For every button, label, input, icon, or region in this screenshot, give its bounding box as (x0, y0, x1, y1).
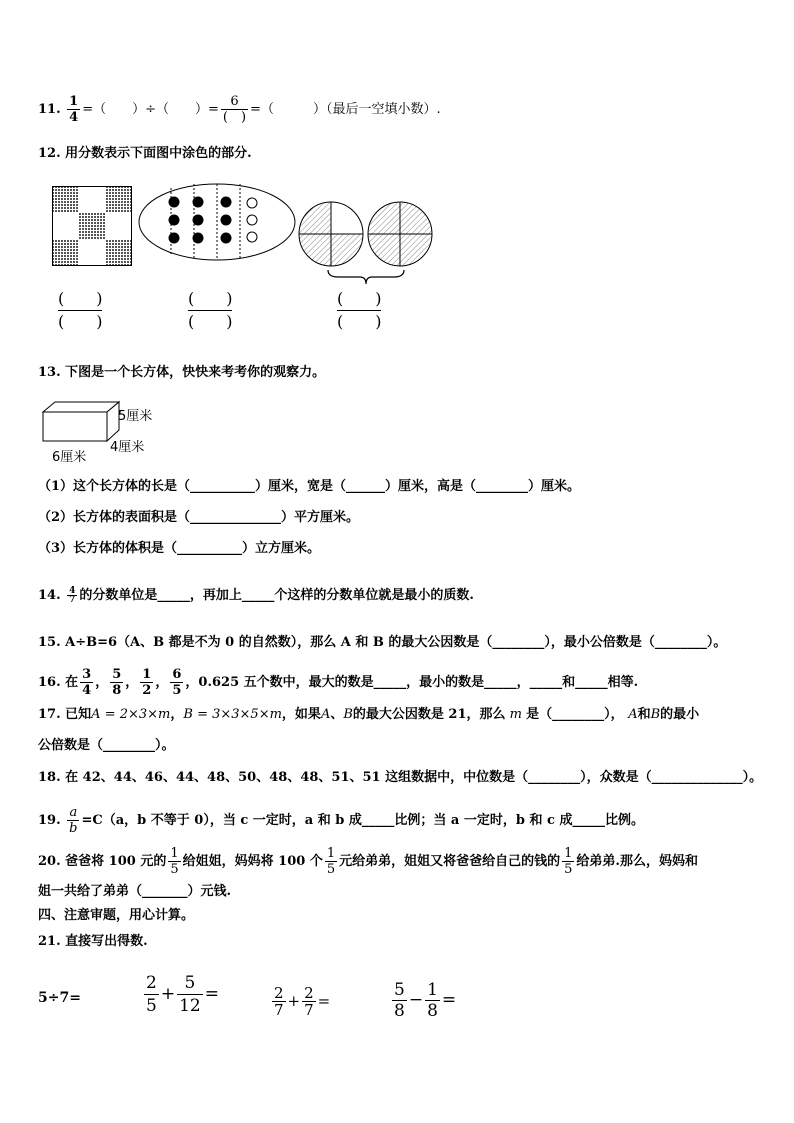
question-14: 14. $\frac{4}{7}$ 的分数单位是_____，再加上_____个这样的分数单位就是最小的质数. (38, 586, 474, 605)
question-11: 11. $\frac{1}{4}$ =（ ）÷（ ）= $\frac{6}{( )}$ =（ ）（最后一空填小数）. (38, 94, 441, 125)
answer-blank-fraction-1[interactable]: ( ) ( ) (58, 289, 103, 331)
answer-blank-fraction-2[interactable]: ( ) ( ) (188, 289, 233, 331)
fraction: $\frac{1}{2}$ (142, 667, 152, 698)
question-17-line2: 公倍数是（________）。 (38, 738, 175, 753)
question-19: 19. $\frac{a}{b}$ =C（a，b 不等于 0），当 c 一定时，a 和 b 成_____比例；当 a 一定时，b 和 c 成_____比例。 (38, 805, 644, 836)
fraction: $\frac{6}{( )}$ (222, 94, 247, 125)
brace-icon (326, 268, 406, 286)
question-21: 21. 直接写出得数. (38, 934, 148, 949)
question-20: 20. 爸爸将 100 元的 $\frac{1}{5}$ 给姐姐，妈妈将 100 个 $\frac{1}{5}$ 元给弟弟，姐姐又将爸爸给自己的钱的 $\frac{1}{5}$ 给弟弟.那么，妈妈和 (38, 846, 698, 877)
question-13: 13. 下图是一个长方体，快快来考考你的观察力。 (38, 365, 326, 380)
expression-3: $\frac{2}{7}$ + $\frac{2}{7}$ = (274, 983, 331, 1019)
question-13-1: （1）这个长方体的长是（__________）厘米，宽是（______）厘米，高是（________）厘米。 (38, 479, 581, 494)
expression-2: $\frac{2}{5}$ + $\frac{5}{12}$ = (146, 972, 219, 1016)
fraction: $\frac{5}{8}$ (112, 667, 122, 698)
question-12: 12. 用分数表示下面图中涂色的部分. (38, 146, 252, 161)
question-13-3: （3）长方体的体积是（__________）立方厘米。 (38, 541, 321, 556)
fraction: $\frac{3}{4}$ (82, 667, 92, 698)
fraction: $\frac{6}{5}$ (172, 667, 182, 698)
width-label: 4厘米 (110, 440, 145, 455)
fraction: $\frac{1}{4}$ (69, 94, 79, 125)
height-label: 5厘米 (118, 409, 153, 424)
fraction: $\frac{4}{7}$ (69, 586, 76, 605)
question-18: 18. 在 42、44、46、44、48、50、48、48、51、51 这组数据中，中位数是（________），众数是（______________）。 (38, 770, 763, 785)
length-label: 6厘米 (52, 450, 87, 465)
question-17: 17. 已知A = 2×3×m，B = 3×3×5×m，如果A、B的最大公因数是 21，那么 m 是（________）， A和B的最小 (38, 707, 700, 722)
question-20-line2: 姐一共给了弟弟（_______）元钱. (38, 884, 232, 899)
answer-blank-fraction-3[interactable]: ( ) ( ) (337, 289, 382, 331)
fraction: $\frac{1}{5}$ (170, 846, 179, 877)
question-13-2: （2）长方体的表面积是（______________）平方厘米。 (38, 510, 360, 525)
expression-1: 5÷7= (38, 990, 81, 1006)
fraction: $\frac{1}{5}$ (564, 846, 573, 877)
two-circles-figure (298, 200, 438, 270)
question-16: 16. 在 $\frac{3}{4}$ ， $\frac{5}{8}$ ， $\frac{1}{2}$ ， $\frac{6}{5}$ ，0.625 五个数中，最大的数是_____，最小的数是_____，_____和_____相等. (38, 667, 639, 698)
expression-4: $\frac{5}{8}$ − $\frac{1}{8}$ = (394, 979, 457, 1021)
question-15: 15. A÷B=6（A、B 都是不为 0 的自然数），那么 A 和 B 的最大公因数是（________），最小公倍数是（________）。 (38, 635, 727, 650)
checker-square-figure (52, 186, 132, 266)
fraction: $\frac{1}{5}$ (326, 846, 336, 877)
oval-dots-figure (138, 182, 296, 262)
section-heading: 四、注意审题，用心计算。 (38, 908, 195, 923)
fraction: $\frac{a}{b}$ (69, 805, 78, 836)
